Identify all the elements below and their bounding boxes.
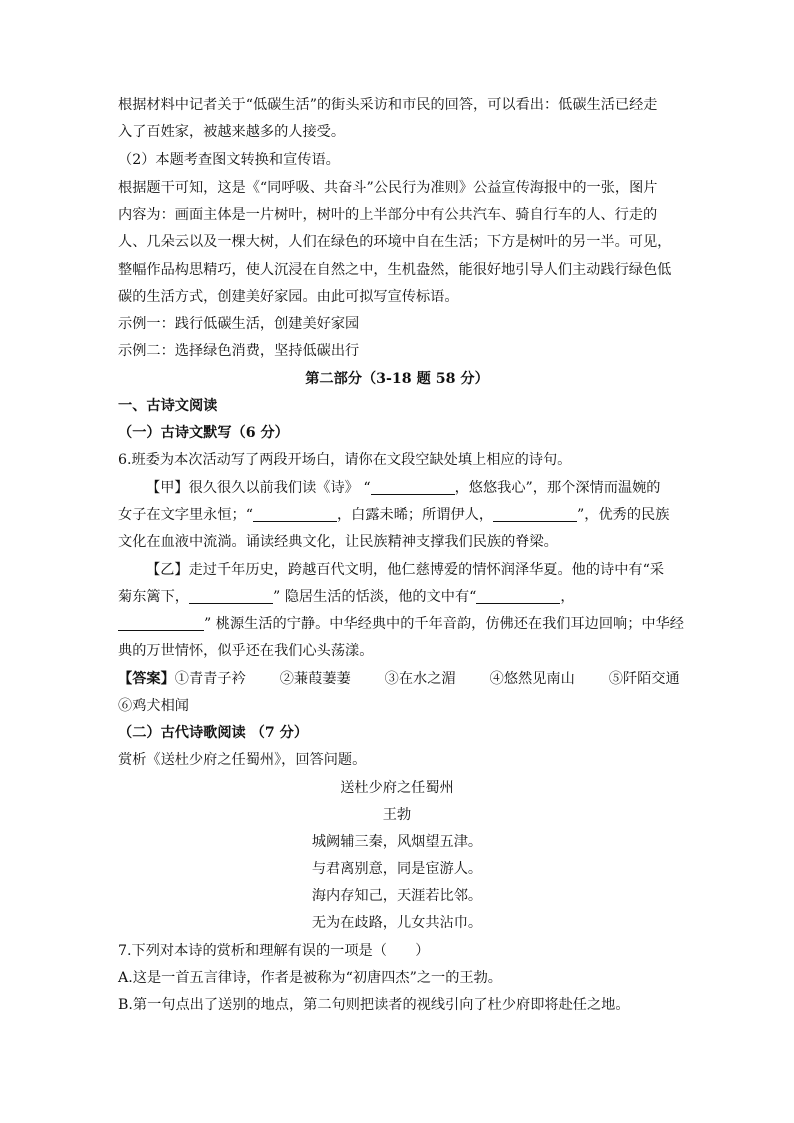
- answer-item: ①青青子衿: [174, 671, 246, 687]
- poem-line: 海内存知己，天涯若比邻。: [311, 888, 483, 904]
- answer-item: ④悠然见南山: [489, 671, 575, 687]
- poem-line: 与君离别意，同是宦游人。: [311, 861, 483, 877]
- example-line: 示例一：践行低碳生活，创建美好家园: [118, 316, 360, 332]
- answer-label: 【答案】: [118, 671, 175, 687]
- poem-title: 送杜少府之任蜀州: [340, 780, 454, 796]
- paragraph-line: 碳的生活方式，创建美好家园。由此可拟写宣传标语。: [118, 289, 459, 305]
- subsection-heading: （2）本题考查图文转换和宣传语。: [118, 152, 340, 168]
- question-7: 7.下列对本诗的赏析和理解有误的一项是（ ）: [118, 943, 430, 959]
- paragraph-line: 内容为：画面主体是一片树叶，树叶的上半部分中有公共汽车、骑自行车的人、行走的: [118, 207, 658, 223]
- section-heading: 一、古诗文阅读: [118, 398, 218, 414]
- passage-yi-line: ” 桃源生活的宁静。中华经典中的千年音韵，仿佛还在我们耳边回响；中华经: [118, 615, 680, 633]
- paragraph-line: 人、几朵云以及一棵大树，人们在绿色的环境中自在生活；下方是树叶的另一半。可见，: [118, 234, 672, 250]
- question-intro: 赏析《送杜少府之任蜀州》，回答问题。: [118, 752, 367, 768]
- subsection-heading: （一）古诗文默写（6 分）: [118, 425, 289, 441]
- blank-3: [493, 507, 577, 522]
- poem-author: 王勃: [382, 807, 412, 823]
- answer-item: ⑤阡陌交通: [608, 671, 680, 687]
- passage-jia-line: 文化在血液中流淌。诵读经典文化，让民族精神支撑我们民族的脊梁。: [118, 534, 558, 550]
- passage-jia-line: 女子在文字里永恒；“ ，白露未晞；所谓伊人， ”，优秀的民族: [118, 507, 670, 523]
- paragraph-line: 整幅作品构思精巧，使人沉浸在自然之中，生机盎然，能很好地引导人们主动践行绿色低: [118, 262, 672, 278]
- poem-line: 城阙辅三秦，风烟望五津。: [311, 834, 483, 850]
- passage-yi-line: 典的万世情怀，似乎还在我们心头荡漾。: [118, 643, 374, 659]
- option-a: A.这是一首五言律诗，作者是被称为“初唐四杰”之一的王勃。: [118, 970, 502, 986]
- passage-yi-line: 【乙】走过千年历史，跨越百代文明，他仁慈博爱的情怀润泽华夏。他的诗中有“采: [146, 562, 665, 578]
- passage-yi-line: 菊东篱下， ” 隐居生活的恬淡，他的文中有“ ，: [118, 589, 575, 605]
- question-6: 6.班委为本次活动写了两段开场白，请你在文段空缺处填上相应的诗句。: [118, 452, 572, 468]
- paragraph-line: 根据材料中记者关于“低碳生活”的街头采访和市民的回答，可以看出：低碳生活已经走: [118, 97, 658, 113]
- blank-4: [189, 589, 273, 604]
- paragraph-line: 入了百姓家，被越来越多的人接受。: [118, 124, 346, 140]
- poem-line: 无为在歧路，儿女共沾巾。: [311, 915, 483, 931]
- blank-5: [476, 589, 560, 604]
- part-title: 第二部分（3-18 题 58 分）: [305, 371, 489, 387]
- blank-2: [253, 507, 337, 522]
- answer-line: [118, 670, 680, 688]
- option-b: B.第一句点出了送别的地点，第二句则把读者的视线引向了杜少府即将赴任之地。: [118, 997, 630, 1013]
- answer-item: ⑥鸡犬相闻: [118, 698, 189, 714]
- paragraph-line: 根据题干可知，这是《“同呼吸、共奋斗”公民行为准则》公益宣传海报中的一张，图片: [118, 180, 658, 196]
- example-line: 示例二：选择绿色消费，坚持低碳出行: [118, 343, 360, 359]
- passage-jia-line: 【甲】很久很久以前我们读《诗》 “ ，悠悠我心”，那个深情而温婉的: [146, 480, 661, 496]
- subsection-heading: （二）古代诗歌阅读 （7 分）: [118, 725, 309, 741]
- answer-item: ②蒹葭萋萋: [279, 671, 351, 687]
- answer-item: ③在水之湄: [384, 671, 456, 687]
- blank-1: [371, 480, 455, 495]
- blank-6: [118, 616, 204, 631]
